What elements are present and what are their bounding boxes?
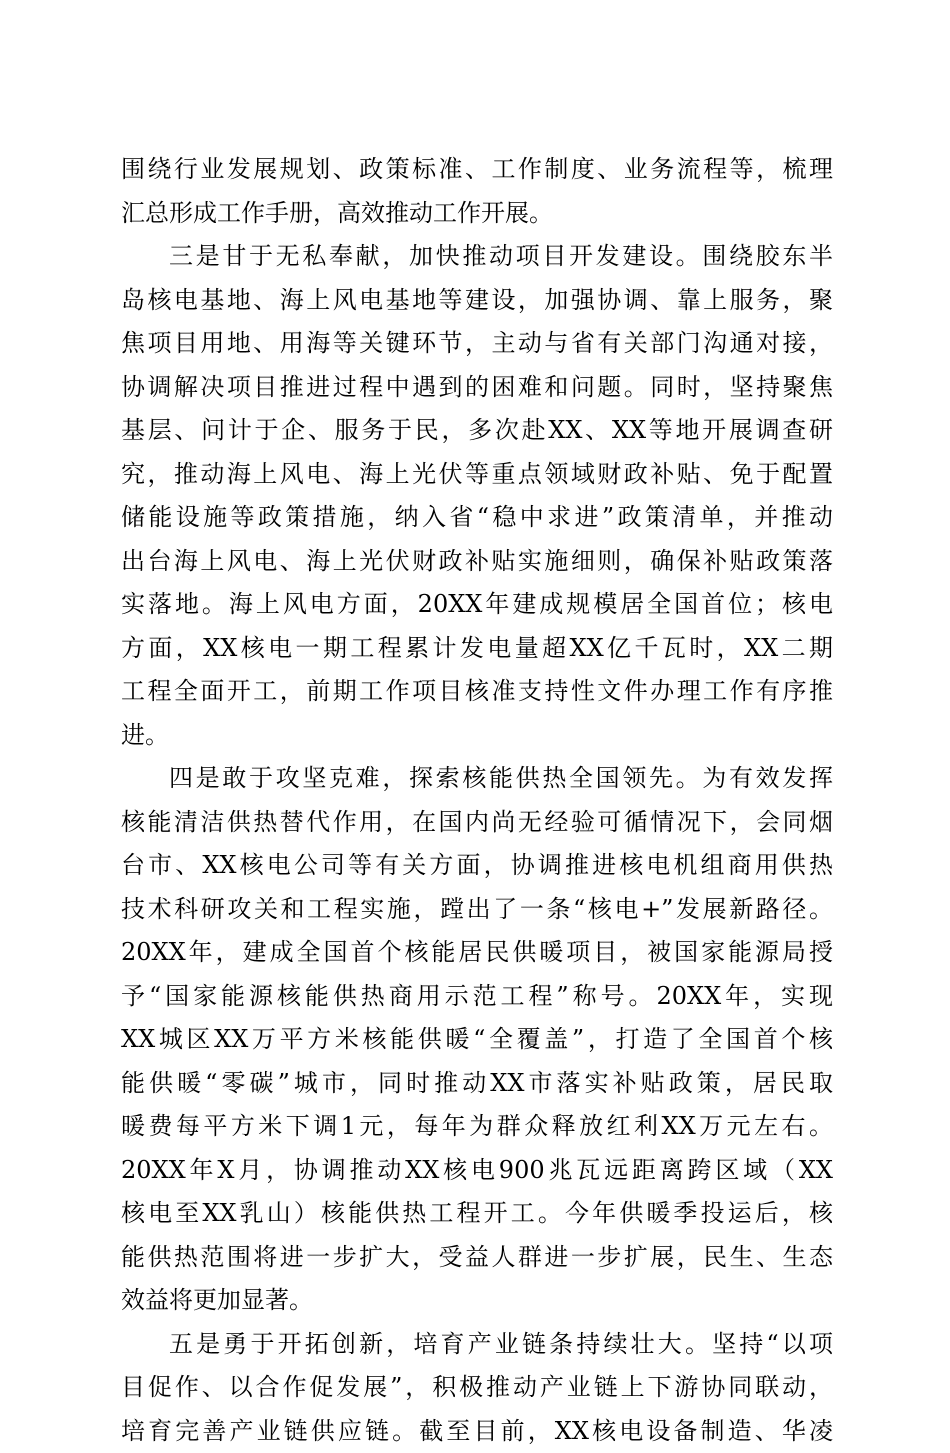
paragraph-start-line: 四是敢于攻坚克难，探索核能供热全国领先。为有效发挥: [121, 757, 833, 801]
text-line: 方面，XX核电一期工程累计发电量超XX亿千瓦时，XX二期: [121, 627, 833, 671]
text-line: 进。: [121, 714, 833, 758]
text-line: 工程全面开工，前期工作项目核准支持性文件办理工作有序推: [121, 670, 833, 714]
text-line: 基层、问计于企、服务于民，多次赴XX、XX等地开展调查研: [121, 409, 833, 453]
text-line: 能供热范围将进一步扩大，受益人群进一步扩展，民生、生态: [121, 1236, 833, 1280]
paragraph-start-line: 三是甘于无私奉献，加快推动项目开发建设。围绕胶东半: [121, 235, 833, 279]
text-line: 核能清洁供热替代作用，在国内尚无经验可循情况下，会同烟: [121, 801, 833, 845]
text-line: 究，推动海上风电、海上光伏等重点领域财政补贴、免于配置: [121, 453, 833, 497]
paragraph-start-line: 五是勇于开拓创新，培育产业链条持续壮大。坚持“以项: [121, 1323, 833, 1367]
text-line: 目促作、以合作促发展”，积极推动产业链上下游协同联动，: [121, 1366, 833, 1410]
text-line: 出台海上风电、海上光伏财政补贴实施细则，确保补贴政策落: [121, 540, 833, 584]
text-line: 能供暖“零碳”城市，同时推动XX市落实补贴政策，居民取: [121, 1062, 833, 1106]
text-line: 台市、XX核电公司等有关方面，协调推进核电机组商用供热: [121, 844, 833, 888]
text-line: 储能设施等政策措施，纳入省“稳中求进”政策清单，并推动: [121, 496, 833, 540]
body-text: [121, 148, 833, 1453]
text-line: 20XX年，建成全国首个核能居民供暖项目，被国家能源局授: [121, 931, 833, 975]
text-line: XX城区XX万平方米核能供暖“全覆盖”，打造了全国首个核: [121, 1018, 833, 1062]
text-line: 协调解决项目推进过程中遇到的困难和问题。同时，坚持聚焦: [121, 366, 833, 410]
text-line: 围绕行业发展规划、政策标准、工作制度、业务流程等，梳理: [121, 148, 833, 192]
text-line: 效益将更加显著。: [121, 1279, 833, 1323]
text-line: 予“国家能源核能供热商用示范工程”称号。20XX年，实现: [121, 975, 833, 1019]
text-line: 核电至XX乳山）核能供热工程开工。今年供暖季投运后，核: [121, 1192, 833, 1236]
text-line: 汇总形成工作手册，高效推动工作开展。: [121, 192, 833, 236]
text-line: 焦项目用地、用海等关键环节，主动与省有关部门沟通对接，: [121, 322, 833, 366]
text-line: 20XX年X月，协调推动XX核电900兆瓦远距离跨区域（XX: [121, 1149, 833, 1193]
text-line: 实落地。海上风电方面，20XX年建成规模居全国首位；核电: [121, 583, 833, 627]
text-line: 培育完善产业链供应链。截至目前，XX核电设备制造、华凌: [121, 1410, 833, 1453]
text-line: 技术科研攻关和工程实施，蹚出了一条“核电+”发展新路径。: [121, 888, 833, 932]
text-line: 岛核电基地、海上风电基地等建设，加强协调、靠上服务，聚: [121, 279, 833, 323]
text-line: 暖费每平方米下调1元，每年为群众释放红利XX万元左右。: [121, 1105, 833, 1149]
